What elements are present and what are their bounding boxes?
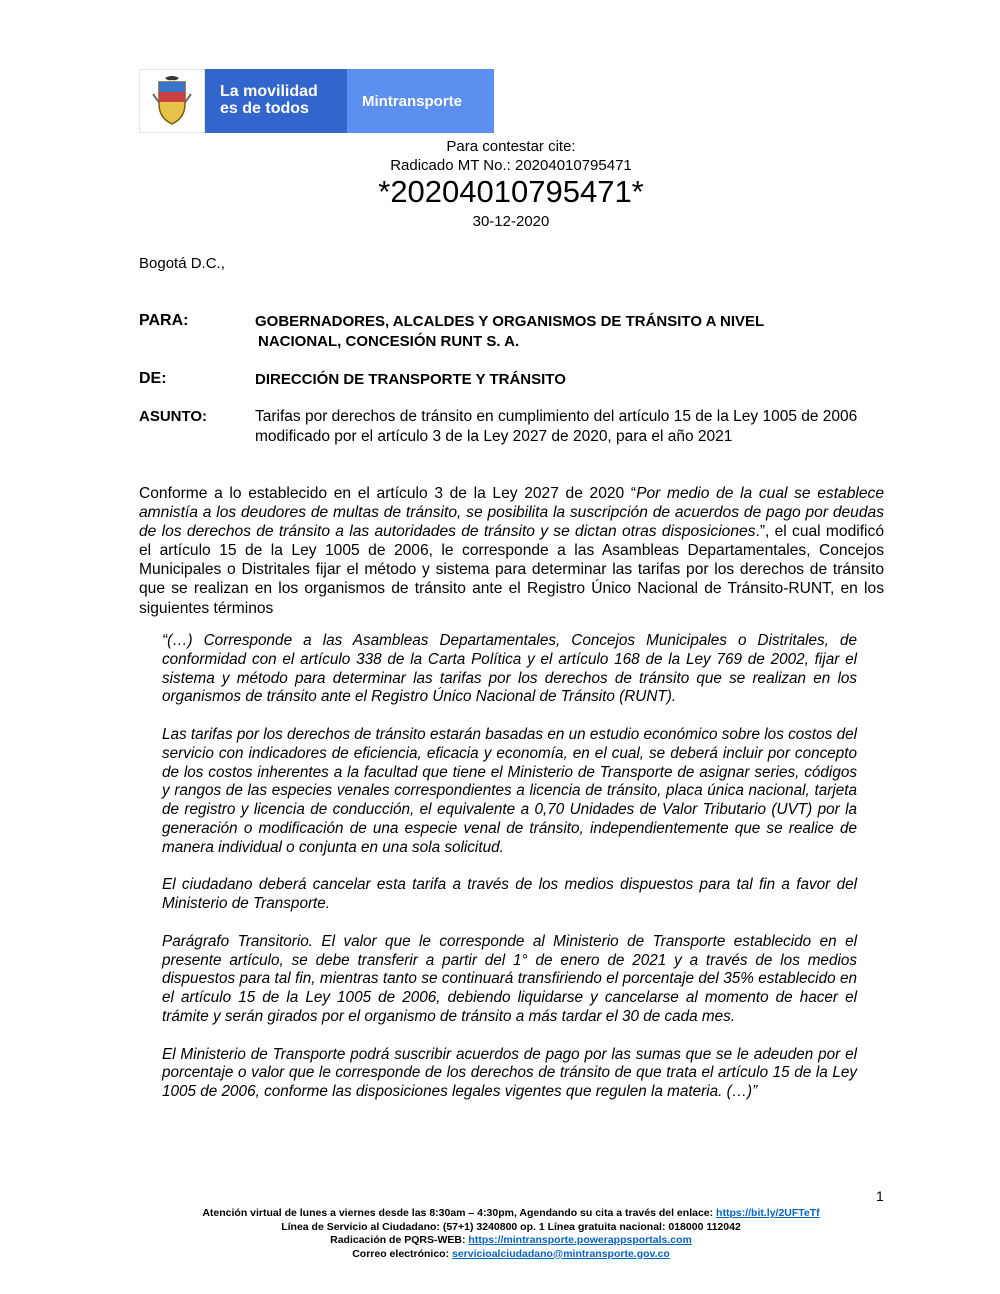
de-sender: DIRECCIÓN DE TRANSPORTE Y TRÁNSITO xyxy=(255,371,566,388)
radicado-number: Radicado MT No.: 20204010795471 xyxy=(390,157,632,174)
cite-instruction: Para contestar cite: xyxy=(446,138,576,155)
mintransporte-logo xyxy=(139,69,494,133)
law-quote xyxy=(162,632,857,1121)
document-date: 30-12-2020 xyxy=(472,213,550,230)
asunto-subject: Tarifas por derechos de tránsito en cumplimiento del artículo 15 de la Ley 1005 de 2006 modificado por el artículo 3 de la Ley 2027 de 2020, para el año 2021 xyxy=(255,408,858,445)
footer: Atención virtual de lunes a viernes desde las 8:30am – 4:30pm, Agendando su cita a través del enlace: https://bit.ly/2UFTeTf Línea de Servicio al Ciudadano: (57+1) 3240800 op. 1 Línea gratuita nacional: 018000 112042 Radicación de PQRS-WEB: https://mintransporte.powerappsportals.com Correo electrónico: servicioalciudadano@mintransporte.gov.co xyxy=(202,1207,820,1260)
asunto-label: ASUNTO: xyxy=(139,408,208,425)
intro-paragraph: Conforme a lo establecido en el artículo 3 de la Ley 2027 de 2020 “Por medio de la cual se establece amnistía a los deudores de multas de tránsito, se posibilita la suscripción de acuerdos de pago por deudas de los derechos de tránsito a las autoridades de tránsito y se dictan otras disposiciones.”, el cual modificó el artículo 15 de la Ley 1005 de 2006, le corresponde a las Asambleas Departamentales, Concejos Municipales o Distritales fijar el método y sistema para determinar las tarifas por los derechos de tránsito que se realizan en los organismos de tránsito ante el Registro Único Nacional de Tránsito-RUNT, en los siguientes términos xyxy=(139,485,884,617)
para-recipients: GOBERNADORES, ALCALDES Y ORGANISMOS DE TRÁNSITO A NIVEL NACIONAL, CONCESIÓN RUNT S. A. xyxy=(255,313,765,350)
quote-paragraph: El ciudadano deberá cancelar esta tarifa a través de los medios dispuestos para tal fin a favor del Ministerio de Transporte. xyxy=(162,876,857,913)
page-number: 1 xyxy=(876,1188,884,1204)
logo-brand: Mintransporte xyxy=(347,69,494,133)
de-label: DE: xyxy=(139,370,167,387)
quote-paragraph: El Ministerio de Transporte podrá suscribir acuerdos de pago por las sumas que se le adeuden por el porcentaje o valor que le corresponde de los derechos de tránsito de que trata el artículo 15 de la Ley 1005 de 2006, conforme las disposiciones legales vigentes que regulen la materia. (…)” xyxy=(162,1045,857,1101)
quote-paragraph: Las tarifas por los derechos de tránsito estarán basadas en un estudio económico sobre los costos del servicio con indicadores de eficiencia, eficacia y economía, en el cual, se deberá incluir por concepto de los costos inherentes a la facultad que tiene el Ministerio de Transporte de asignar series, códigos y rangos de las especies venales correspondientes a licencia de tránsito, placa única nacional, tarjeta de registro y licencia de conducción, el equivalente a 0,70 Unidades de Valor Tributario (UVT) por la generación o modificación de una especie venal de tránsito, independientemente que se realice de manera individual o conjunta en una sola solicitud. xyxy=(162,725,857,856)
pqrs-link[interactable]: https://mintransporte.powerappsportals.com xyxy=(468,1234,692,1246)
appointment-link[interactable]: https://bit.ly/2UFTeTf xyxy=(716,1207,820,1219)
logo-slogan: La movilidad es de todos xyxy=(205,69,347,133)
quote-paragraph: Parágrafo Transitorio. El valor que le corresponde al Ministerio de Transporte establecido en el presente artículo, se debe transferir a partir del 1° de enero de 2021 y a través de los medios dispuestos para tal fin, mientras tanto se continuará transfiriendo el porcentaje del 35% establecido en el artículo 15 de la Ley 1005 de 2006, debiendo liquidarse y cancelarse al momento de hacer el trámite y serán girados por el organismo de tránsito a más tardar el 30 de cada mes. xyxy=(162,932,857,1025)
email-link[interactable]: servicioalciudadano@mintransporte.gov.co xyxy=(452,1247,670,1260)
city-line: Bogotá D.C., xyxy=(139,255,225,272)
para-label: PARA: xyxy=(139,312,189,329)
quote-paragraph: “(…) Corresponde a las Asambleas Departamentales, Concejos Municipales o Distritales, de conformidad con el artículo 338 de la Carta Política y el artículo 168 de la Ley 769 de 2002, fijar el sistema y método para determinar las tarifas por los derechos de tránsito que se realizan en los organismos de tránsito ante el Registro Único Nacional de Tránsito (RUNT). xyxy=(162,632,857,706)
radicado-barcode: *20204010795471* xyxy=(378,174,644,209)
coat-of-arms-icon xyxy=(139,69,205,133)
